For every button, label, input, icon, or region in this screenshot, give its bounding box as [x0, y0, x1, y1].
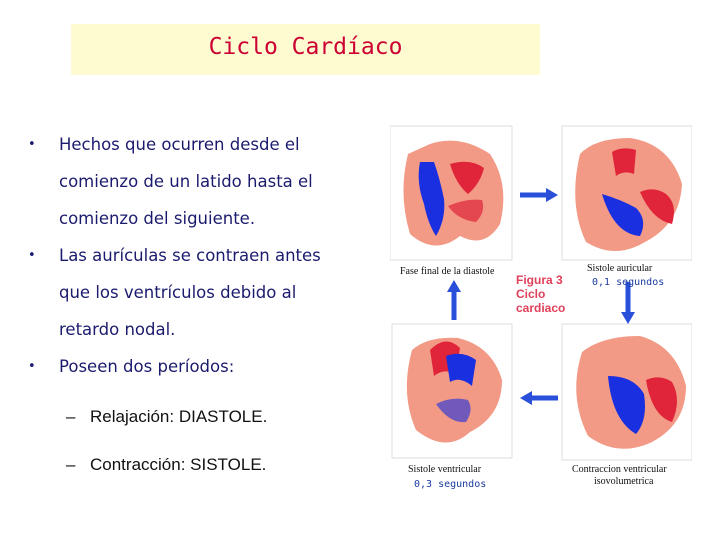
caption-late-diastole: Fase final de la diastole	[400, 266, 495, 277]
bullet-line: comienzo del siguiente.	[59, 209, 256, 228]
bullet-item	[28, 348, 378, 385]
bullet-item	[28, 126, 378, 237]
cardiac-cycle-figure	[390, 124, 692, 506]
bullet-line: Las aurículas se contraen antes	[59, 246, 321, 265]
caption-atrial-time: 0,1 segundos	[592, 277, 665, 288]
title-banner	[71, 24, 540, 75]
caption-atrial-systole: Sistole auricular	[587, 263, 653, 274]
figure-label-line: Figura 3	[516, 273, 563, 287]
bullet-line: retardo nodal.	[59, 320, 176, 339]
figure-label	[516, 273, 565, 315]
bullet-line: comienzo de un latido hasta el	[59, 172, 313, 191]
caption-ventricular-time: 0,3 segundos	[414, 479, 487, 490]
heart-panel-isovolumetric-contraction	[562, 324, 692, 460]
figure-label-line: Ciclo	[516, 287, 546, 301]
figure-label-line: cardiaco	[516, 301, 566, 315]
caption-isovolumetric: Contraccion ventricular	[572, 464, 667, 475]
bullet-line: que los ventrículos debido al	[59, 283, 297, 302]
heart-diagram	[390, 124, 692, 506]
sub-bullet	[28, 453, 378, 477]
slide-title: Ciclo Cardíaco	[208, 34, 403, 60]
heart-panel-ventricular-systole	[392, 324, 512, 458]
caption-isovolumetric-2: isovolumetrica	[594, 476, 654, 487]
sub-dash: –	[66, 455, 76, 474]
heart-panel-late-diastole	[390, 126, 512, 260]
bullet-item	[28, 237, 378, 348]
sub-dash: –	[66, 407, 76, 426]
sub-bullet-text: Relajación: DIASTOLE.	[90, 407, 268, 426]
bullet-dot: •	[28, 248, 36, 263]
heart-panel-atrial-systole	[562, 126, 692, 260]
bullet-dot: •	[28, 137, 36, 152]
bullet-dot: •	[28, 359, 36, 374]
caption-ventricular-systole: Sistole ventricular	[408, 464, 482, 475]
bullet-line: Hechos que ocurren desde el	[59, 135, 300, 154]
bullet-line: Poseen dos períodos:	[59, 357, 235, 376]
bullet-list	[28, 126, 378, 477]
sub-bullet-text: Contracción: SISTOLE.	[90, 455, 267, 474]
sub-bullet	[28, 405, 378, 429]
